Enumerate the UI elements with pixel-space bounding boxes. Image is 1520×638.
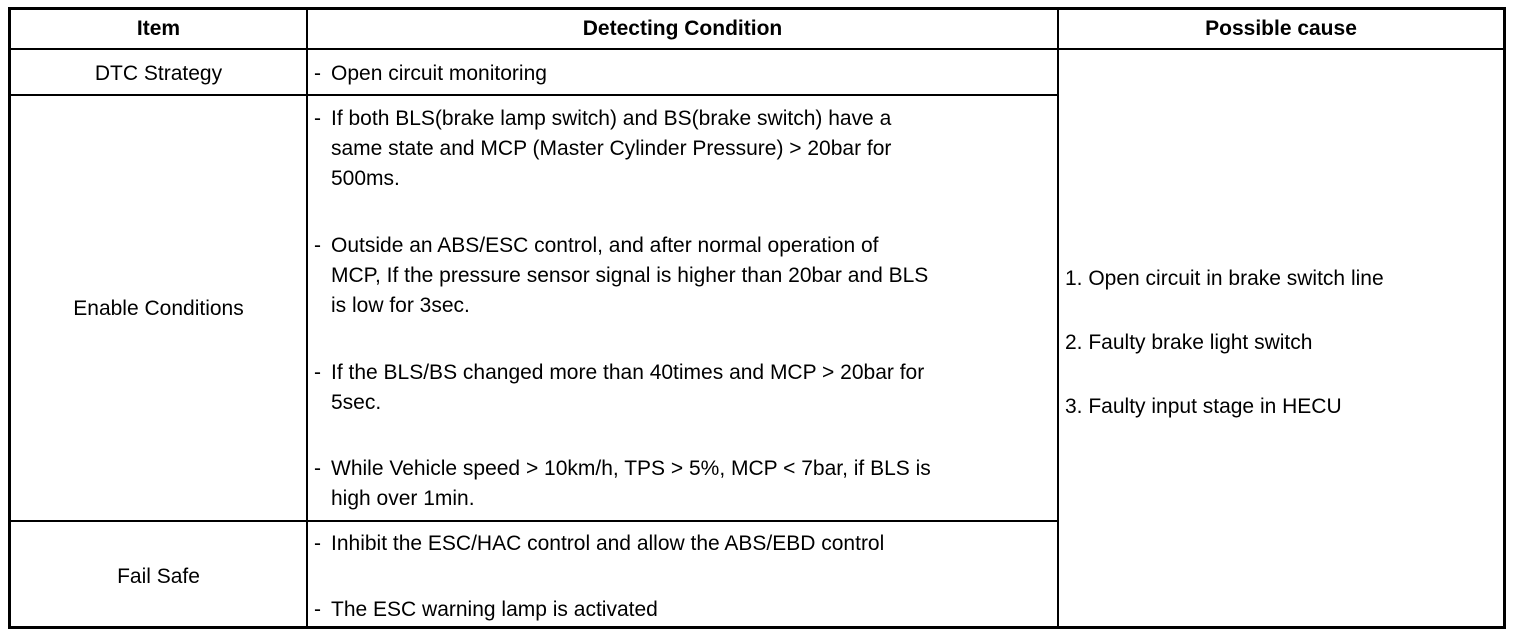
condition-text-line: same state and MCP (Master Cylinder Pressure) > 20bar for bbox=[331, 137, 892, 160]
condition-text-line: high over 1min. bbox=[331, 487, 475, 510]
header-item: Item bbox=[136, 17, 181, 40]
bullet-dash: - bbox=[314, 361, 321, 384]
bullet-dash: - bbox=[314, 532, 321, 555]
bullet-dash: - bbox=[314, 234, 321, 257]
condition-text-line: 5sec. bbox=[331, 391, 382, 414]
possible-cause-1: 1. Open circuit in brake switch line bbox=[1065, 267, 1384, 290]
condition-text-line: 500ms. bbox=[331, 167, 400, 190]
column-divider-2 bbox=[1057, 10, 1059, 626]
row-divider-2 bbox=[11, 520, 1057, 522]
bullet-dash: - bbox=[314, 598, 321, 621]
header-detecting-condition: Detecting Condition bbox=[582, 17, 783, 40]
item-dtc-strategy: DTC Strategy bbox=[94, 62, 223, 85]
header-divider bbox=[11, 48, 1503, 50]
condition-text-line: While Vehicle speed > 10km/h, TPS > 5%, MCP < 7bar, if BLS is bbox=[331, 457, 931, 480]
condition-text: The ESC warning lamp is activated bbox=[331, 598, 658, 621]
bullet-dash: - bbox=[314, 62, 321, 85]
condition-text: Open circuit monitoring bbox=[331, 62, 547, 85]
item-enable-conditions: Enable Conditions bbox=[73, 297, 244, 320]
header-possible-cause: Possible cause bbox=[1205, 17, 1357, 40]
condition-text-line: is low for 3sec. bbox=[331, 294, 470, 317]
condition-text-line: Outside an ABS/ESC control, and after normal operation of bbox=[331, 234, 879, 257]
possible-cause-2: 2. Faulty brake light switch bbox=[1065, 331, 1313, 354]
bullet-dash: - bbox=[314, 457, 321, 480]
row-divider-1 bbox=[11, 94, 1057, 96]
condition-text-line: MCP, If the pressure sensor signal is higher than 20bar and BLS bbox=[331, 264, 929, 287]
condition-text: Inhibit the ESC/HAC control and allow the ABS/EBD control bbox=[331, 532, 885, 555]
condition-text-line: If both BLS(brake lamp switch) and BS(brake switch) have a bbox=[331, 107, 892, 130]
column-divider-1 bbox=[306, 10, 308, 626]
item-fail-safe: Fail Safe bbox=[117, 565, 200, 588]
condition-text-line: If the BLS/BS changed more than 40times and MCP > 20bar for bbox=[331, 361, 925, 384]
bullet-dash: - bbox=[314, 107, 321, 130]
possible-cause-3: 3. Faulty input stage in HECU bbox=[1065, 395, 1342, 418]
diagnostic-table bbox=[8, 7, 1506, 629]
